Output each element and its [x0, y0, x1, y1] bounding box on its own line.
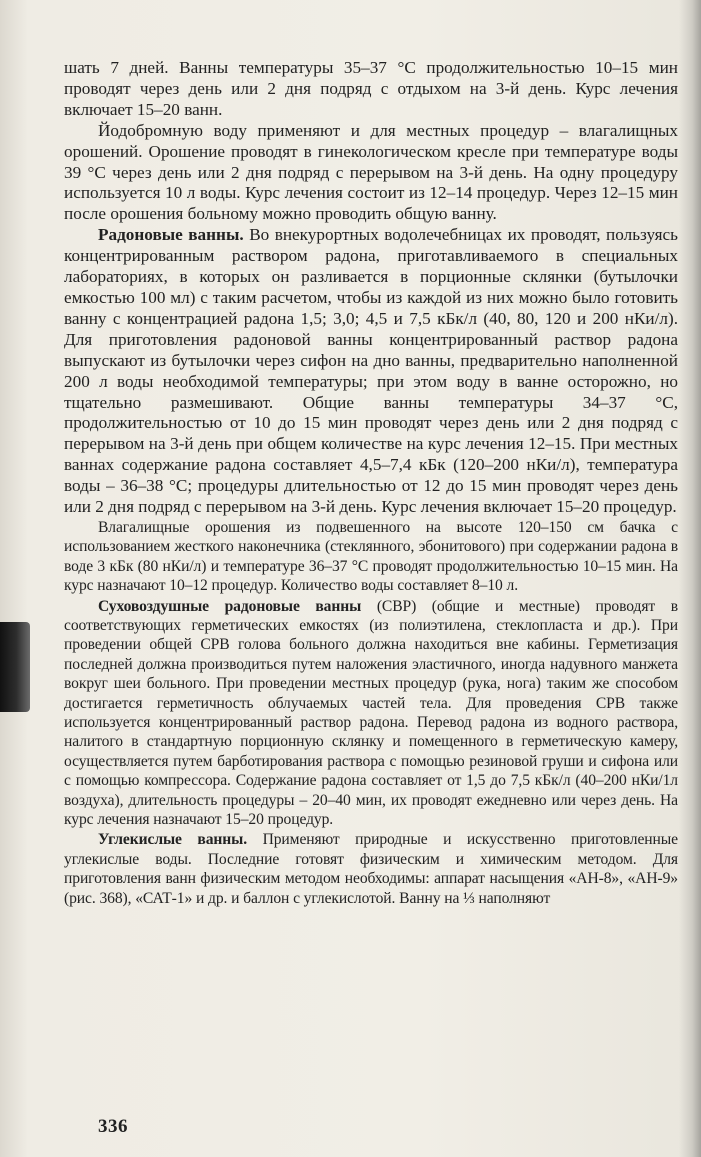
- page-number: 336: [98, 1116, 128, 1137]
- paragraph-radon-baths: [64, 225, 678, 518]
- paragraph-text: Влагалищные орошения из подвешенного на высоте 120–150 см бачка с использованием жесткого наконечника (стеклянного, эбонитового) при содержании радона в воде 3 кБк (80 нКи/л) и температуре 36–37 °С проводят продолжительностью 10–15 мин. На курс назначают 10–12 процедур. Количество воды составляет 8–10 л.: [64, 518, 678, 595]
- paragraph-iodobromine-baths-end: [64, 58, 678, 121]
- page-tab-marker: [0, 622, 30, 712]
- paragraph-dry-air-radon-baths: [64, 597, 678, 830]
- page-spine-shadow: [679, 0, 701, 1157]
- paragraph-iodobromine-irrigation: [64, 121, 678, 226]
- section-heading-dry-air-radon-baths: Суховоздушные радоновые ванны: [98, 597, 362, 615]
- paragraph-carbon-dioxide-baths: [64, 830, 678, 908]
- section-heading-carbon-dioxide-baths: Углекислые ванны.: [98, 831, 248, 849]
- paragraph-radon-irrigation: [64, 518, 678, 596]
- paragraph-text: Применяют природные и искусственно приготовленные углекислые воды. Последние готовят физическим и химическим методом. Для приготовления ванн физическим методом необходимы: аппарат насыщения «АН-8», «АН-9» (рис. 368), «САТ-1» и др. и баллон с углекислотой. Ванну на ⅓ наполняют: [64, 831, 678, 907]
- page-text-block: [64, 58, 678, 908]
- section-heading-radon-baths: Радоновые ванны.: [98, 225, 244, 245]
- paragraph-text: Во внекурортных водолечебницах их проводят, пользуясь концентрированным раствором радона, приготавливаемого в специальных лабораториях, в которых он разливается в порционные склянки (бутылочки емкостью 100 мл) с таким расчетом, чтобы из каждой из них можно было готовить ванну с концентрацией радона 1,5; 3,0; 4,5 и 7,5 кБк/л (40, 80, 120 и 200 нКи/л). Для приготовления радоновой ванны концентрированный раствор радона выпускают из бутылочки через сифон на дно ванны, предварительно наполненной 200 л воды необходимой температуры; при этом воду в ванне осторожно, но тщательно размешивают. Общие ванны температуры 34–37 °С, продолжительностью от 10 до 15 мин проводят через день или 2 дня подряд с перерывом на 3-й день при общем количестве на курс лечения 12–15. При местных ваннах содержание радона составляет 4,5–7,4 кБк (120–200 нКи/л), температура воды – 36–38 °С; процедуры длительностью от 12 до 15 мин проводят через день или 2 дня подряд с перерывом на 3-й день. Курс лечения включает 15–20 процедур.: [64, 225, 678, 517]
- paragraph-text: Йодобромную воду применяют и для местных процедур – влагалищных орошений. Орошение проводят в гинекологическом кресле при температуре воды 39 °С через день или 2 дня подряд с перерывом на 3-й день. На одну процедуру используется 10 л воды. Курс лечения состоит из 12–14 процедур. Через 12–15 мин после орошения больному можно проводить общую ванну.: [64, 120, 678, 224]
- paragraph-text: шать 7 дней. Ванны температуры 35–37 °С продолжительностью 10–15 мин проводят через день или 2 дня подряд с отдыхом на 3-й день. Курс лечения включает 15–20 ванн.: [64, 58, 678, 119]
- paragraph-text: (СВР) (общие и местные) проводят в соответствующих герметических емкостях (из полиэтилена, стеклопласта и др.). При проведении общей СРВ голова больного должна находиться вне кабины. Герметизация последней должна производиться путем наложения эластичного, иногда надувного манжета вокруг шеи больного. При проведении местных процедур (рука, нога) таким же способом достигается герметичность облучаемых частей тела. Для проведения СРВ также используется концентрированный раствор радона. Перевод радона из водного раствора, налитого в стандартную порционную склянку и помещенного в герметическую камеру, осуществляется путем барботирования раствора с помощью резиновой груши и сифона или с помощью компрессора. Содержание радона составляет от 1,5 до 7,5 кБк/л (40–200 нКи/1л воздуха), длительность процедуры – 20–40 мин, их проводят ежедневно или через день. На курс лечения назначают 15–20 процедур.: [64, 597, 678, 829]
